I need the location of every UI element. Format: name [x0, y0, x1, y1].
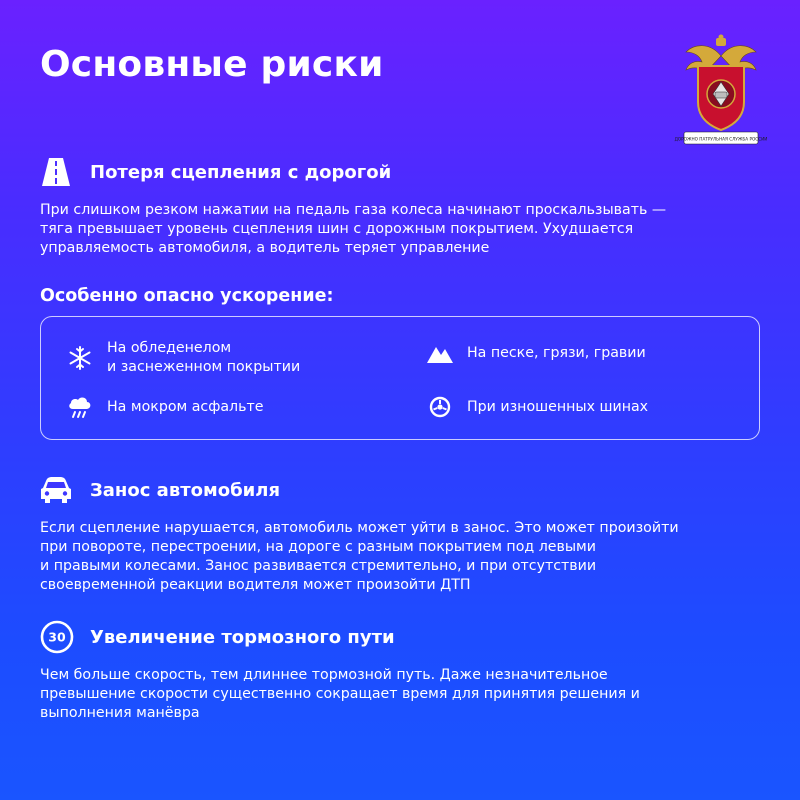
- section-title: Занос автомобиля: [90, 479, 281, 501]
- speed-limit-value: 30: [48, 629, 66, 645]
- condition-item-wet: [67, 394, 263, 420]
- acceleration-heading: Особенно опасно ускорение:: [40, 286, 334, 306]
- snowflake-icon: [67, 345, 93, 371]
- condition-item-ice: [67, 339, 300, 377]
- section-braking-distance: [40, 620, 770, 723]
- section-skid: [40, 473, 770, 595]
- tire-icon: [427, 394, 453, 420]
- section-traction-loss: [40, 155, 770, 258]
- condition-label: На песке, грязи, гравии: [467, 344, 646, 361]
- car-icon: [40, 473, 74, 507]
- condition-item-tires: [427, 394, 648, 420]
- section-title: Увеличение тормозного пути: [90, 626, 395, 648]
- rain-cloud-icon: [67, 394, 93, 420]
- section-text: Чем больше скорость, тем длиннее тормозной путь. Даже незначительное превышение скорости существенно сокращает время для принятия решения и выполнения манёвра: [40, 667, 640, 721]
- road-icon: [40, 155, 74, 189]
- page-title: Основные риски: [40, 44, 384, 85]
- police-emblem-icon: [674, 32, 768, 152]
- condition-label: На обледенелом и заснеженном покрытии: [107, 340, 301, 375]
- mountain-icon: [427, 340, 453, 366]
- condition-label: На мокром асфальте: [107, 398, 264, 415]
- emblem-ribbon-text: ДОРОЖНО ПАТРУЛЬНАЯ СЛУЖБА РОССИИ: [674, 136, 768, 142]
- condition-label: При изношенных шинах: [467, 398, 649, 415]
- acceleration-conditions-box: [40, 316, 760, 440]
- condition-item-sand: [427, 340, 646, 366]
- section-text: Если сцепление нарушается, автомобиль может уйти в занос. Это может произойти при повороте, перестроении, на дороге с разным покрытием под левыми и правыми колесами. Занос развивается стремительно, и при отсутствии своевременной реакции водителя может произойти ДТП: [40, 520, 679, 593]
- section-title: Потеря сцепления с дорогой: [90, 161, 392, 183]
- section-text: При слишком резком нажатии на педаль газа колеса начинают проскальзывать — тяга превышает уровень сцепления шин с дорожным покрытием. Ухудшается управляемость автомобиля, а водитель теряет управление: [40, 202, 667, 256]
- speed-limit-icon: [40, 620, 74, 654]
